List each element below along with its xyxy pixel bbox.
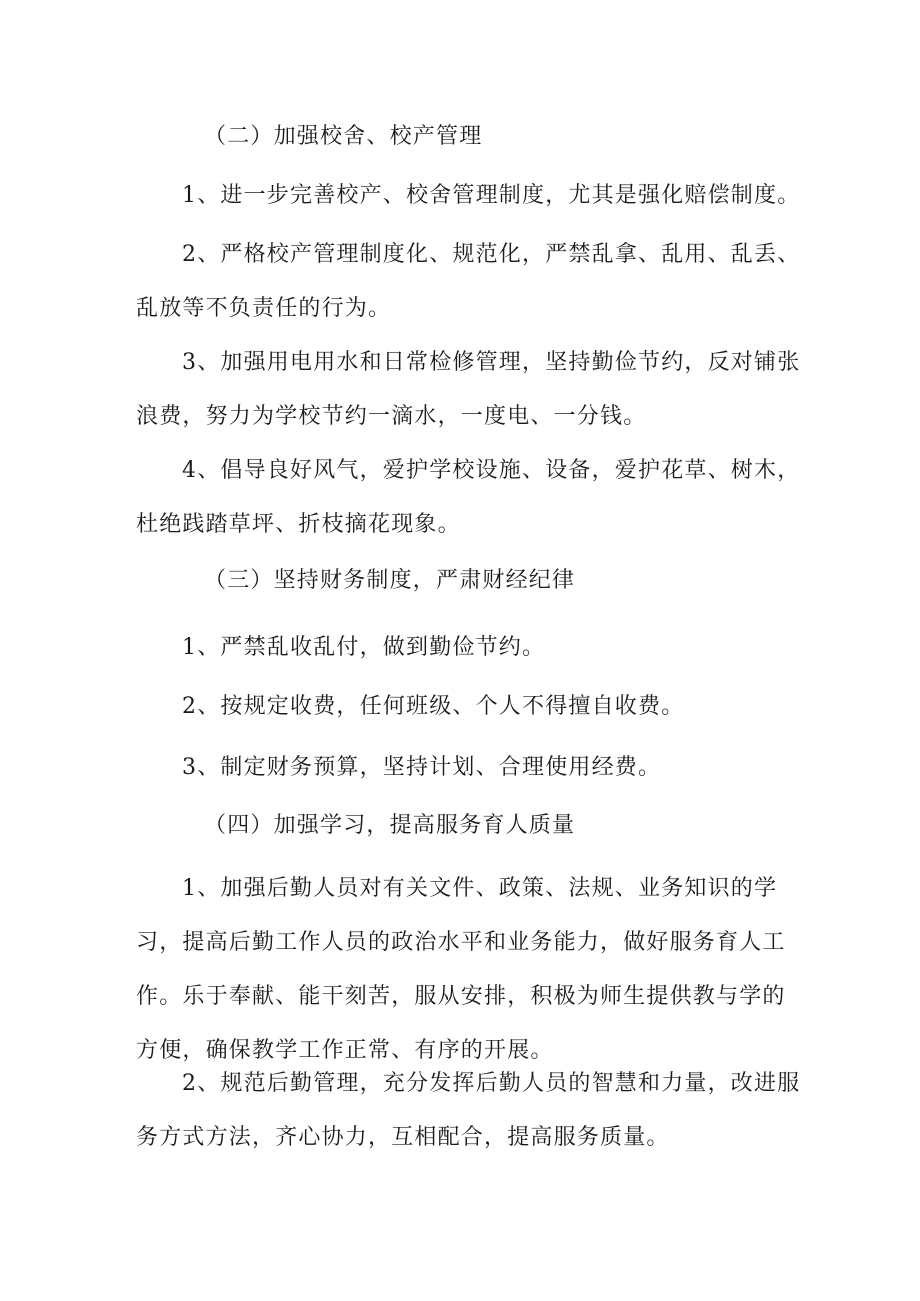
paragraph-2-1: 1、进一步完善校产、校舍管理制度，尤其是强化赔偿制度。: [182, 183, 801, 208]
paragraph-4-1: 1、加强后勤人员对有关文件、政策、法规、业务知识的学习，提高后勤工作人员的政治水平和业务能力，做好服务育人工作。乐于奉献、能干刻苦，服从安排，积极为师生提供教与学的方便，确保教学工作正常、有序的开展。: [136, 876, 786, 1063]
paragraph-2-4: 4、倡导良好风气，爱护学校设施、设备，爱护花草、树木，杜绝践踏草坪、折枝摘花现象。: [136, 458, 801, 537]
paragraph-2-3: 3、加强用电用水和日常检修管理，坚持勤俭节约，反对铺张浪费，努力为学校节约一滴水，一度电、一分钱。: [136, 350, 801, 429]
paragraph-2-2: 2、严格校产管理制度化、规范化，严禁乱拿、乱用、乱丢、乱放等不负责任的行为。: [136, 242, 801, 321]
paragraph-3-2: 2、按规定收费，任何班级、个人不得擅自收费。: [182, 694, 685, 719]
section-heading-3: （三）坚持财务制度，严肃财经纪律: [204, 568, 576, 593]
section-heading-4: （四）加强学习，提高服务育人质量: [204, 813, 576, 838]
paragraph-4-2: 2、规范后勤管理，充分发挥后勤人员的智慧和力量，改进服务方式方法，齐心协力，互相配合，提高服务质量。: [136, 1071, 801, 1150]
section-heading-2: （二）加强校舍、校产管理: [204, 124, 483, 149]
paragraph-3-1: 1、严禁乱收乱付，做到勤俭节约。: [182, 635, 546, 660]
paragraph-3-3: 3、制定财务预算，坚持计划、合理使用经费。: [182, 755, 662, 780]
